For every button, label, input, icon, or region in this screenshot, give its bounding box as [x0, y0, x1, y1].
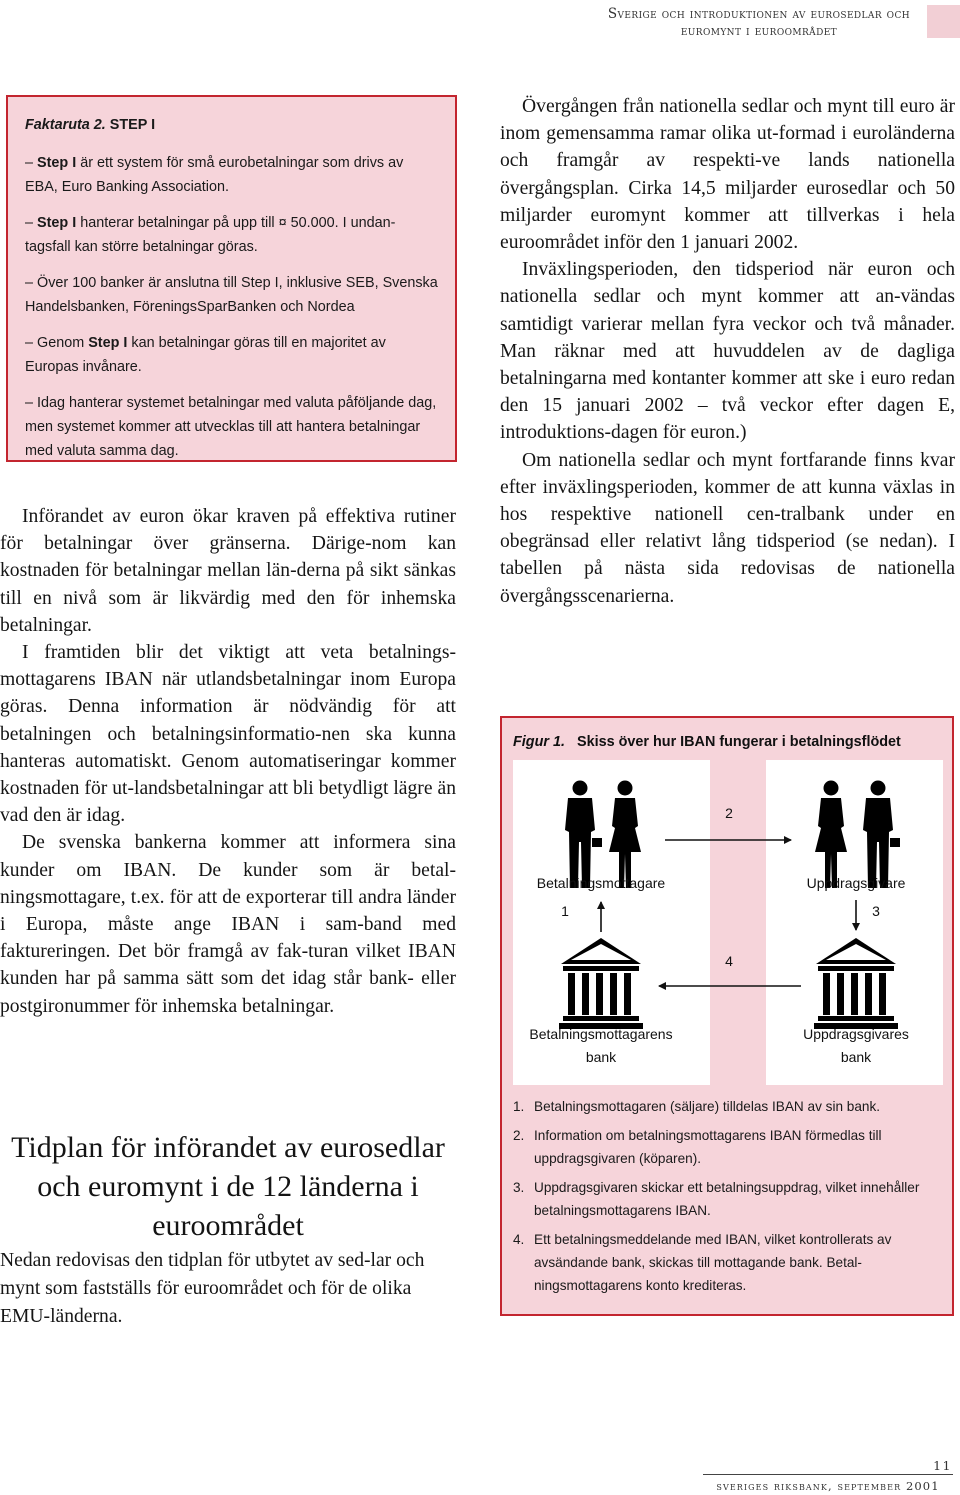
payer-label: Uppdragsgivare	[806, 875, 906, 891]
list-item: 2. Information om betalningsmottagarens IBAN förmedlas till uppdragsgivaren (köparen).	[513, 1128, 882, 1166]
factbox-item: – Över 100 banker är anslutna till Step I, inklusive SEB, Svenska Handelsbanken, FöreningsSparBanken och Nordea	[25, 275, 438, 315]
page-number: 11	[933, 1458, 952, 1473]
factbox-title	[25, 113, 439, 137]
paragraph: Övergången från nationella sedlar och mynt till euro är inom gemensamma ramar olika ut-formad i euroländerna och framgår av respekti-ve lands nationella övergångsplan. Cirka 14,5 miljarder eurosedlar och 50 miljarder euromynt kommer att tillverkas i hela euroområdet inför den 1 januari 2002.	[500, 96, 955, 254]
factbox	[6, 95, 457, 462]
factbox-title-text: STEP I	[109, 117, 156, 133]
left-body-text	[0, 503, 456, 1020]
factbox-item: – Idag hanterar systemet betalningar med valuta påföljande dag, men systemet kommer att utvecklas till att hantera betalningar med valuta samma dag.	[25, 395, 437, 459]
step-number-1: 1	[561, 903, 569, 919]
list-item: 1. Betalningsmottagaren (säljare) tilldelas IBAN av sin bank.	[513, 1099, 881, 1114]
right-body-text	[500, 93, 955, 610]
payee-bank-label-line2: bank	[585, 1049, 617, 1065]
factbox-item: – Step I är ett system för små eurobetalningar som drivs av EBA, Euro Banking Association.	[25, 155, 404, 195]
section-heading: Tidplan för införandet av eurosedlar och euromynt i de 12 länderna i euroområdet	[11, 1131, 445, 1242]
paragraph: Införandet av euron ökar kraven på effektiva rutiner för betalningar över gränserna. Därige-nom kan kostnaden för betalningar mellan län-derna på sikt sänkas till en nivå som är likvärdig med den för inhemska betalningar.	[0, 506, 456, 636]
payer-bank-label-line2: bank	[840, 1049, 872, 1065]
figure-box	[500, 716, 954, 1316]
iban-flow-diagram	[513, 760, 943, 1085]
paragraph: I framtiden blir det viktigt att veta betalnings-mottagarens IBAN när utlandsbetalningar inom Europa göras. Denna information är nödvändig för att betalningen och betalningsinformatio-nen ska kunna hanteras automatiskt. Genom automatiseringar kommer kostnaden för ut-landsbetalningar att bli betydligt lägre än vad den är idag.	[0, 642, 456, 827]
paragraph: Inväxlingsperioden, den tidsperiod när euron och nationella sedlar och mynt kommer att an-vändas samtidigt varierar mellan fyra veckor och två månader. Man räknar med att huvuddelen av de dagliga betalningarna med kontanter kommer att ske i euro redan den 15 januari 2002 – två veckor efter dagen E, introduktions-dagen för euron.)	[500, 259, 955, 444]
corner-tab-marker	[927, 5, 960, 38]
figure-step-list	[513, 1095, 943, 1303]
running-header-line2: euromynt i euroområdet	[680, 23, 838, 39]
factbox-title-label: Faktaruta 2.	[25, 117, 106, 133]
payer-bank-label-line1: Uppdragsgivares	[803, 1026, 909, 1042]
step-number-4: 4	[725, 953, 733, 969]
step-number-3: 3	[872, 903, 880, 919]
section-intro: Nedan redovisas den tidplan för utbytet av sed-lar och mynt som fastställs för euroområdet och för de olika EMU-länderna.	[0, 1250, 425, 1327]
figure-label: Figur 1.	[513, 734, 565, 750]
list-item: 3. Uppdragsgivaren skickar ett betalningsuppdrag, vilket innehåller betalningsmottagarens IBAN.	[513, 1180, 920, 1218]
running-header-line1: Sverige och introduktionen av eurosedlar och	[607, 6, 910, 22]
list-item: 4. Ett betalningsmeddelande med IBAN, vilket kontrollerats av avsändande bank, skickas till mottagande bank. Betal-ningsmottagarens konto krediteras.	[513, 1232, 892, 1293]
factbox-item: – Genom Step I kan betalningar göras till en majoritet av Europas invånare.	[25, 335, 386, 375]
running-header	[608, 6, 910, 40]
footer-publication: sveriges riksbank, september 2001	[716, 1479, 940, 1493]
payee-label: Betalningsmottagare	[536, 875, 666, 891]
paragraph: De svenska bankerna kommer att informera sina kunder om IBAN. De kunder som är betal-ningsmottagare, t.ex. för att de exporterar till andra länder i Europa, måste ange IBAN i sam-band med faktureringen. Det bör framgå av fak-turan vilket IBAN kunden har på samma sätt som det idag står bank- eller postgironummer för inhemska betalningar.	[0, 832, 456, 1017]
step-number-2: 2	[725, 805, 733, 821]
footer-rule	[703, 1474, 953, 1475]
factbox-item: – Step I hanterar betalningar på upp till ¤ 50.000. I undan-tagsfall kan större betalningar göras.	[25, 215, 396, 255]
payee-bank-label-line1: Betalningsmottagarens	[529, 1026, 673, 1042]
paragraph: Om nationella sedlar och mynt fortfarande finns kvar efter inväxlingsperioden, kommer de att kunna växlas in hos respektive nationell cen-tralbank under en obegränsad eller relativt lång tidsperiod (se nedan). I tabellen på nästa sida redovisas de nationella övergångsscenarierna.	[500, 449, 955, 607]
figure-title: Skiss över hur IBAN fungerar i betalningsflödet	[576, 734, 901, 750]
figure-caption	[513, 732, 901, 752]
